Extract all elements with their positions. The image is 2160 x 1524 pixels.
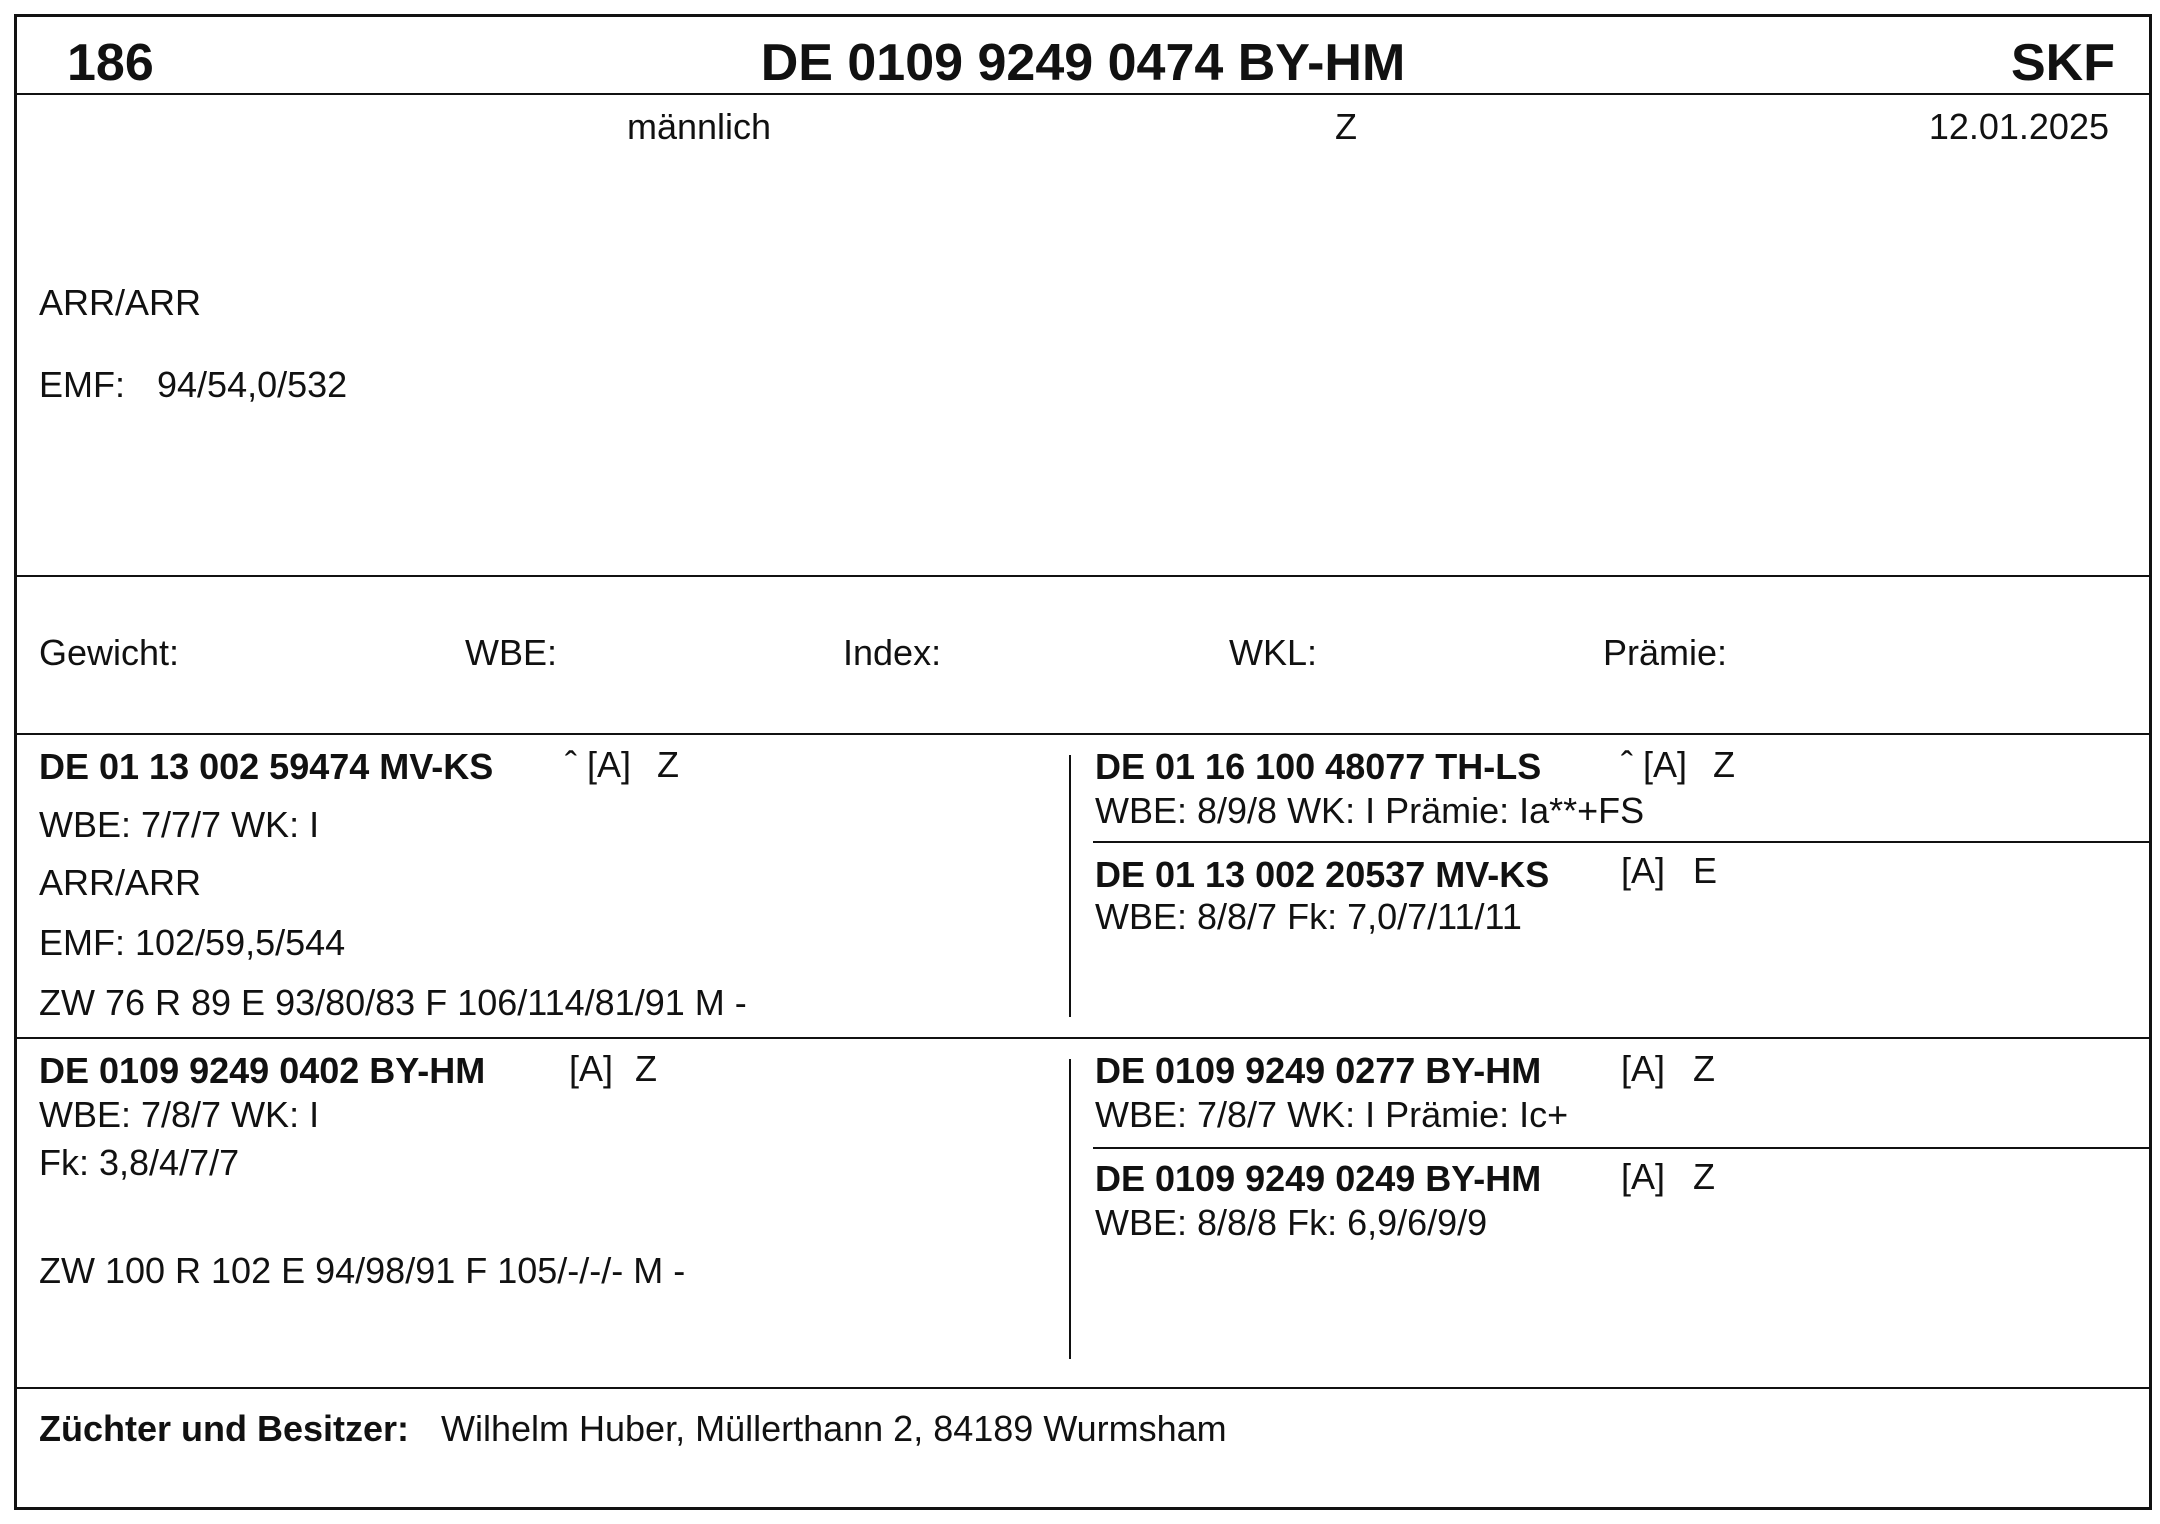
dam-dam-code: Z — [1693, 1156, 1715, 1197]
sire-dam-divider — [17, 1037, 2149, 1039]
wkl-label: WKL: — [1229, 632, 1318, 673]
sire-id: DE 01 13 002 59474 MV-KS — [39, 746, 494, 787]
sire-sire-id: DE 01 16 100 48077 TH-LS — [1095, 746, 1542, 787]
sire-dam-id: DE 01 13 002 20537 MV-KS — [1095, 854, 1550, 895]
sire-wbe: WBE: 7/7/7 WK: I — [39, 804, 320, 845]
dam-dam-wbe: WBE: 8/8/8 Fk: 6,9/6/9/9 — [1095, 1202, 1488, 1243]
wbe-label: WBE: — [465, 632, 558, 673]
sire-zw: ZW 76 R 89 E 93/80/83 F 106/114/81/91 M - — [39, 982, 747, 1023]
breed-code: SKF — [2011, 34, 2115, 92]
dam-vertical-divider — [1069, 1059, 1071, 1359]
index-label: Index: — [843, 632, 942, 673]
breeder-value: Wilhelm Huber, Müllerthann 2, 84189 Wurmsham — [441, 1408, 1227, 1449]
dam-flag: [A] — [569, 1048, 614, 1089]
herdbook-code: Z — [1335, 106, 1357, 147]
dam-sub-divider — [1093, 1147, 2149, 1149]
header-divider — [17, 93, 2149, 95]
footer-divider — [17, 1387, 2149, 1389]
metrics-divider — [17, 733, 2149, 735]
dam-dam-flag: [A] — [1621, 1156, 1666, 1197]
dam-id: DE 0109 9249 0402 BY-HM — [39, 1050, 486, 1091]
birth-date: 12.01.2025 — [1928, 106, 2109, 147]
sire-genotype: ARR/ARR — [39, 862, 202, 903]
info-divider — [17, 575, 2149, 577]
dam-wbe: WBE: 7/8/7 WK: I — [39, 1094, 320, 1135]
catalog-number: 186 — [67, 34, 154, 92]
sire-sire-flag: ˆ [A] — [1621, 744, 1688, 785]
genotype: ARR/ARR — [39, 282, 202, 323]
sex: männlich — [627, 106, 772, 147]
dam-sire-flag: [A] — [1621, 1048, 1666, 1089]
sire-dam-wbe: WBE: 8/8/7 Fk: 7,0/7/11/11 — [1095, 896, 1522, 937]
praemie-label: Prämie: — [1603, 632, 1728, 673]
sire-sire-wbe: WBE: 8/9/8 WK: I Prämie: Ia**+FS — [1095, 790, 1645, 831]
catalog-card — [14, 14, 2152, 1510]
sire-vertical-divider — [1069, 755, 1071, 1017]
dam-zw: ZW 100 R 102 E 94/98/91 F 105/-/-/- M - — [39, 1250, 686, 1291]
sire-emf: EMF: 102/59,5/544 — [39, 922, 346, 963]
animal-id: DE 0109 9249 0474 BY-HM — [760, 34, 1406, 92]
sire-sub-divider — [1093, 841, 2149, 843]
emf-value: 94/54,0/532 — [157, 364, 348, 405]
dam-fk: Fk: 3,8/4/7/7 — [39, 1142, 240, 1183]
weight-label: Gewicht: — [39, 632, 180, 673]
sire-sire-code: Z — [1713, 744, 1735, 785]
dam-sire-id: DE 0109 9249 0277 BY-HM — [1095, 1050, 1542, 1091]
breeder-label: Züchter und Besitzer: — [39, 1408, 410, 1449]
sire-flag: ˆ [A] — [565, 744, 632, 785]
dam-code: Z — [635, 1048, 657, 1089]
dam-sire-code: Z — [1693, 1048, 1715, 1089]
emf-label: EMF: — [39, 364, 125, 405]
dam-sire-wbe: WBE: 7/8/7 WK: I Prämie: Ic+ — [1095, 1094, 1569, 1135]
sire-dam-flag: [A] — [1621, 850, 1666, 891]
sire-dam-code: E — [1693, 850, 1718, 891]
sire-code: Z — [657, 744, 679, 785]
dam-dam-id: DE 0109 9249 0249 BY-HM — [1095, 1158, 1542, 1199]
